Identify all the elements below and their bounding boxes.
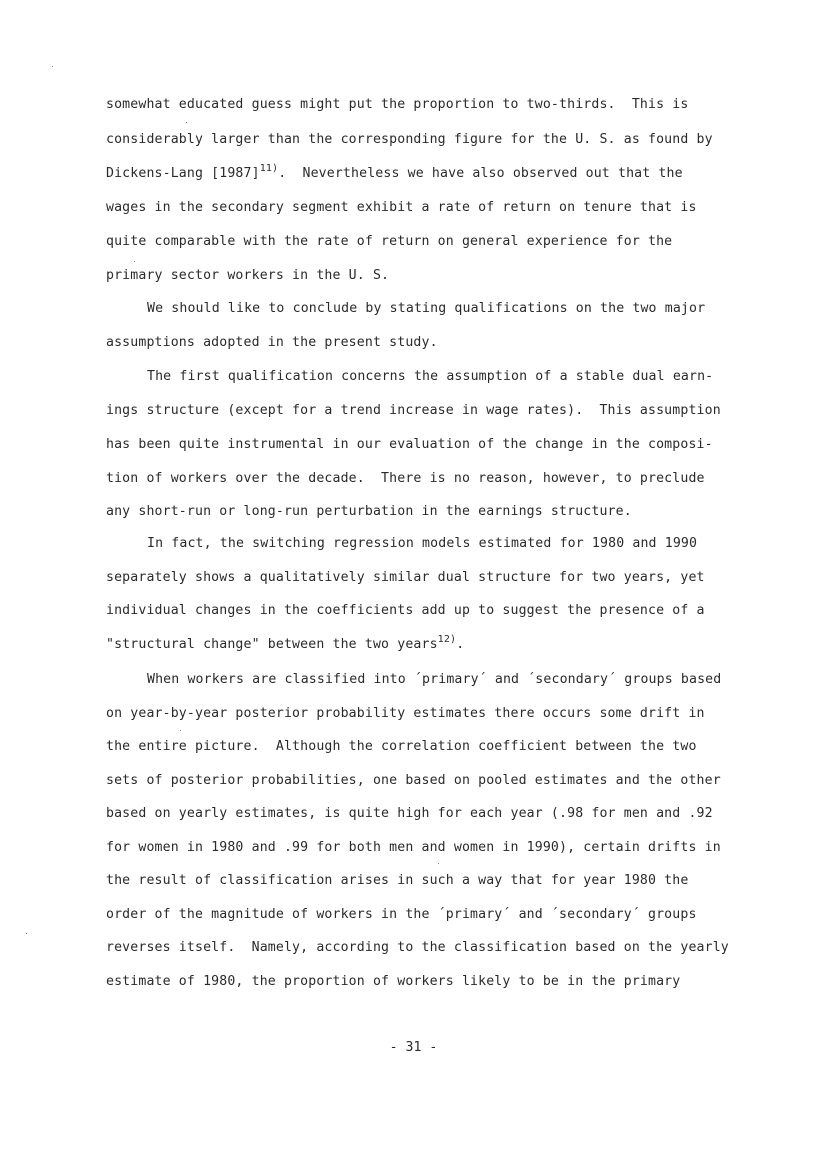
text-line <box>106 634 465 653</box>
text-line: the result of classification arises in such a way that for year 1980 the <box>106 873 689 888</box>
text-line: based on yearly estimates, is quite high for each year (.98 for men and .92 <box>106 806 713 821</box>
text-line: sets of posterior probabilities, one based on pooled estimates and the other <box>106 773 721 788</box>
page-number: - 31 - <box>389 1040 438 1055</box>
text-line: for women in 1980 and .99 for both men and women in 1990), certain drifts in <box>106 840 721 855</box>
text-line: When workers are classified into ´primary´ and ´secondary´ groups based <box>147 672 722 687</box>
scan-speck <box>26 933 27 934</box>
text-line: individual changes in the coefficients add up to suggest the presence of a <box>106 603 705 618</box>
text-line: wages in the secondary segment exhibit a rate of return on tenure that is <box>106 200 697 215</box>
scan-speck <box>186 122 187 123</box>
text-line: tion of workers over the decade. There is no reason, however, to preclude <box>106 471 705 486</box>
text-line: the entire picture. Although the correlation coefficient between the two <box>106 739 697 754</box>
text-line: quite comparable with the rate of return on general experience for the <box>106 234 673 249</box>
footnote-marker: 11) <box>259 163 279 174</box>
text-line: considerably larger than the corresponding figure for the U. S. as found by <box>106 132 713 147</box>
text-line: has been quite instrumental in our evaluation of the change in the composi- <box>106 437 713 452</box>
text-segment: "structural change" between the two years <box>106 637 438 652</box>
scan-speck <box>180 730 181 731</box>
scan-speck <box>438 863 439 864</box>
text-line: separately shows a qualitatively similar dual structure for two years, yet <box>106 570 705 585</box>
text-line <box>106 163 683 182</box>
text-line: on year-by-year posterior probability estimates there occurs some drift in <box>106 706 705 721</box>
text-line: somewhat educated guess might put the proportion to two-thirds. This is <box>106 97 689 112</box>
scan-speck <box>52 66 53 67</box>
text-line: reverses itself. Namely, according to the classification based on the yearly <box>106 940 729 955</box>
text-line: ings structure (except for a trend increase in wage rates). This assumption <box>106 403 721 418</box>
text-line: any short-run or long-run perturbation in the earnings structure. <box>106 504 632 519</box>
text-line: The first qualification concerns the assumption of a stable dual earn- <box>147 369 714 384</box>
text-line: assumptions adopted in the present study. <box>106 335 438 350</box>
citation-text: Dickens-Lang [1987] <box>106 166 260 181</box>
footnote-marker: 12) <box>437 634 457 645</box>
text-line: estimate of 1980, the proportion of workers likely to be in the primary <box>106 974 681 989</box>
text-line: order of the magnitude of workers in the ´primary´ and ´secondary´ groups <box>106 907 697 922</box>
scan-speck <box>134 261 135 262</box>
text-line: In fact, the switching regression models estimated for 1980 and 1990 <box>147 536 698 551</box>
text-segment: . <box>456 637 465 652</box>
text-line: primary sector workers in the U. S. <box>106 268 390 283</box>
text-line: We should like to conclude by stating qualifications on the two major <box>147 301 706 316</box>
text-segment: . Nevertheless we have also observed out that the <box>278 166 683 181</box>
